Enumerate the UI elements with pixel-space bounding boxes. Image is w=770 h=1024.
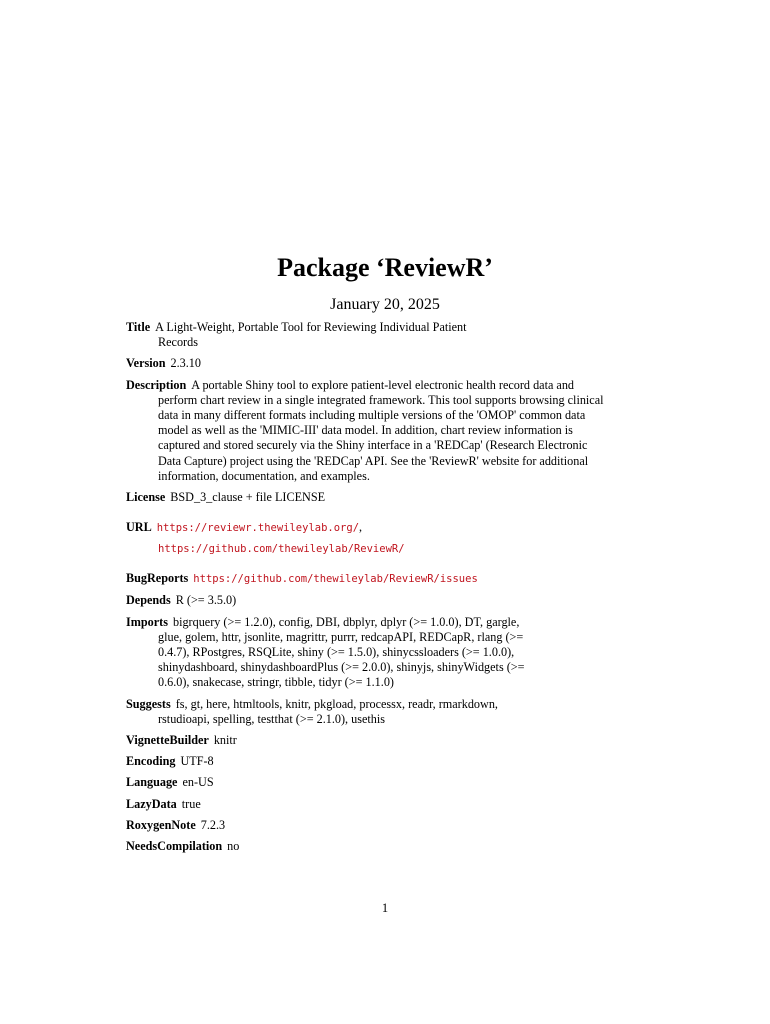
field-title: [126, 320, 506, 350]
field-depends-key: Depends: [126, 593, 171, 608]
field-suggests-value: fs, gt, here, htmltools, knitr, pkgload, processx, readr, rmarkdown, rstudioapi, spelling, testthat (>= 2.1.0), usethis: [158, 696, 498, 726]
field-description-key: Description: [126, 377, 187, 392]
field-imports-value: bigrquery (>= 1.2.0), config, DBI, dbplyr, dplyr (>= 1.0.0), DT, gargle, glue, golem, httr, jsonlite, magrittr, purrr, redcapAPI, REDCapR, rlang (>= 0.4.7), RPostgres, RSQLite, shiny (>= 1.5.0), shinycssloaders (>= 1.0.0), shinydashboard, shinydashboardPlus (>= 2.0.0), shinyjs, shinyWidgets (>= 0.6.0), snakecase, stringr, tibble, tidyr (>= 1.1.0): [158, 614, 525, 690]
field-license-key: License: [126, 490, 166, 505]
field-title-value: A Light-Weight, Portable Tool for Reviewing Individual Patient Records: [155, 320, 467, 350]
field-bugreports-key: BugReports: [126, 571, 189, 586]
field-language-value: en-US: [182, 775, 214, 790]
field-license-value: BSD_3_clause + file LICENSE: [170, 490, 326, 505]
field-depends: [126, 593, 506, 608]
field-version-value: 2.3.10: [170, 356, 201, 371]
package-title: Package ‘ReviewR’: [277, 253, 493, 282]
field-encoding-key: Encoding: [126, 754, 176, 769]
field-lazydata-key: LazyData: [126, 796, 177, 811]
package-date: January 20, 2025: [330, 296, 440, 313]
field-description: [126, 378, 613, 484]
field-encoding-value: UTF-8: [180, 754, 214, 769]
field-language: [126, 775, 506, 790]
field-roxygennote-key: RoxygenNote: [126, 817, 196, 832]
field-needscompilation-value: no: [227, 839, 240, 854]
field-encoding: [126, 754, 506, 769]
field-description-value: A portable Shiny tool to explore patient-level electronic health record data and perform chart review in a single integrated framework. This tool supports browsing clinical data in many different formats including multiple versions of the 'OMOP' common data model as well as the 'MIMIC-III' data model. In addition, chart review information is captured and stored securely via the Shiny interface in a 'REDCap' (Research Electronic Data Capture) project using the 'REDCap' API. See the 'ReviewR' website for additional information, documentation, and examples.: [158, 377, 604, 483]
field-roxygennote: [126, 818, 506, 833]
field-vignettebuilder: [126, 733, 506, 748]
page-number: 1: [381, 901, 389, 915]
field-version-key: Version: [126, 356, 166, 371]
field-vignettebuilder-value: knitr: [213, 733, 237, 748]
field-language-key: Language: [126, 775, 178, 790]
field-vignettebuilder-key: VignetteBuilder: [126, 733, 209, 748]
bugreports-link[interactable]: https://github.com/thewileylab/ReviewR/issues: [193, 573, 478, 586]
field-depends-value: R (>= 3.5.0): [175, 593, 237, 608]
description-fields: [126, 320, 604, 854]
field-imports-key: Imports: [126, 614, 168, 629]
url-separator: ,: [359, 520, 363, 535]
field-url: [126, 517, 506, 559]
field-imports: [126, 615, 533, 691]
field-bugreports: [126, 571, 506, 587]
field-needscompilation: [126, 839, 506, 854]
field-suggests: [126, 697, 498, 727]
field-version: [126, 356, 506, 371]
field-lazydata: [126, 797, 506, 812]
field-needscompilation-key: NeedsCompilation: [126, 839, 223, 854]
field-url-key: URL: [126, 520, 152, 535]
url-link-github[interactable]: https://github.com/thewileylab/ReviewR/: [158, 543, 405, 556]
field-title-key: Title: [126, 320, 151, 334]
url-link-reviewr-site[interactable]: https://reviewr.thewileylab.org/: [156, 522, 360, 535]
field-license: [126, 490, 506, 505]
field-lazydata-value: true: [181, 796, 201, 811]
field-roxygennote-value: 7.2.3: [200, 817, 226, 832]
field-suggests-key: Suggests: [126, 696, 171, 711]
